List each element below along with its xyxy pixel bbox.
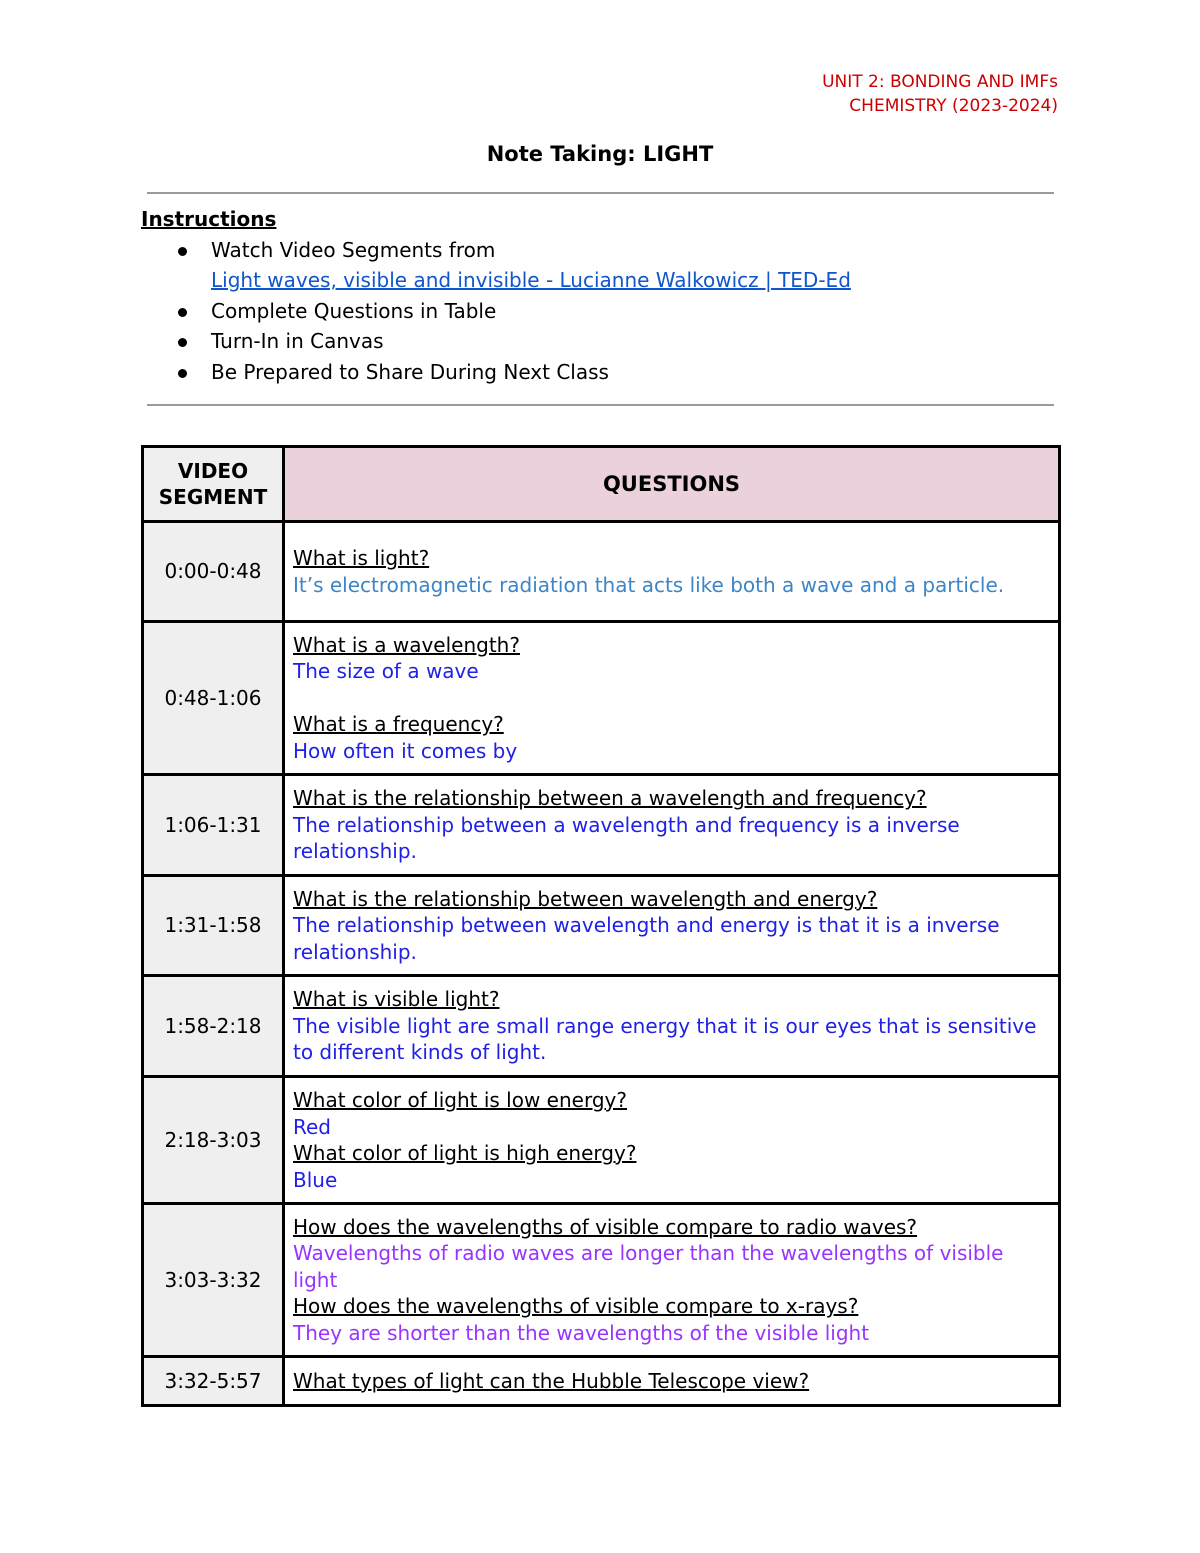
table-row <box>143 522 1060 622</box>
segment-cell: 1:06-1:31 <box>143 775 284 876</box>
table-row <box>143 1357 1060 1406</box>
page-title: Note Taking: LIGHT <box>486 142 714 166</box>
ted-ed-video-link[interactable]: Light waves, visible and invisible - Lucianne Walkowicz | TED-Ed <box>211 268 851 292</box>
table-row <box>143 1204 1060 1357</box>
notes-table <box>141 445 1061 1407</box>
qa-cell[interactable] <box>284 1077 1060 1204</box>
answer-text[interactable]: They are shorter than the wavelengths of the visible light <box>293 1320 870 1345</box>
instruction-text: Complete Questions in Table <box>211 298 497 323</box>
qa-cell[interactable] <box>284 876 1060 976</box>
segment-cell: 3:32-5:57 <box>143 1357 284 1406</box>
instruction-item <box>141 357 1061 388</box>
unit-label: UNIT 2: BONDING AND IMFs <box>822 72 1058 92</box>
qa-cell[interactable] <box>284 622 1060 775</box>
qa-cell[interactable] <box>284 976 1060 1077</box>
instruction-item <box>141 326 1061 357</box>
course-label: CHEMISTRY (2023-2024) <box>849 96 1058 116</box>
answer-text[interactable]: It’s electromagnetic radiation that acts like both a wave and a particle. <box>293 572 1005 597</box>
answer-text[interactable]: The relationship between wavelength and energy is that it is a inverse relationship. <box>293 913 1000 964</box>
question-text: What types of light can the Hubble Telescope view? <box>293 1368 810 1393</box>
table-header-row <box>143 447 1060 522</box>
question-text: How does the wavelengths of visible compare to radio waves? <box>293 1214 918 1239</box>
segment-cell: 1:31-1:58 <box>143 876 284 976</box>
question-text: How does the wavelengths of visible compare to x-rays? <box>293 1294 859 1319</box>
question-text: What is light? <box>293 546 430 570</box>
answer-text[interactable]: Red <box>293 1114 331 1139</box>
video-segment-header-label: VIDEO SEGMENT <box>158 459 268 509</box>
table-row <box>143 622 1060 775</box>
table-row <box>143 775 1060 876</box>
answer-text[interactable]: The size of a wave <box>293 659 479 684</box>
instruction-text: Watch Video Segments from <box>211 237 496 262</box>
table-row <box>143 1077 1060 1204</box>
segment-cell: 3:03-3:32 <box>143 1204 284 1357</box>
document-header <box>822 70 1058 118</box>
instruction-item <box>141 235 1061 296</box>
answer-text[interactable]: How often it comes by <box>293 738 518 763</box>
question-text: What is a wavelength? <box>293 632 520 657</box>
question-text: What is a frequency? <box>293 712 504 737</box>
instructions-list <box>141 235 1061 388</box>
bullet-icon <box>178 338 187 347</box>
qa-cell[interactable] <box>284 522 1060 622</box>
question-text: What is the relationship between wavelength and energy? <box>293 886 878 911</box>
divider-top <box>147 192 1054 194</box>
instructions-section <box>141 204 1061 387</box>
answer-text[interactable]: The relationship between a wavelength and frequency is a inverse relationship. <box>293 812 960 864</box>
blank-line <box>293 685 1050 712</box>
questions-header: QUESTIONS <box>284 447 1060 522</box>
answer-text[interactable]: The visible light are small range energy that it is our eyes that is sensitive to different kinds of light. <box>293 1013 1037 1065</box>
answer-text[interactable]: Wavelengths of radio waves are longer than the wavelengths of visible light <box>293 1241 1004 1292</box>
video-segment-header <box>143 447 284 522</box>
qa-cell[interactable] <box>284 1357 1060 1406</box>
qa-cell[interactable] <box>284 775 1060 876</box>
question-text: What color of light is high energy? <box>293 1141 637 1165</box>
segment-cell: 1:58-2:18 <box>143 976 284 1077</box>
divider-bottom <box>147 404 1054 406</box>
segment-cell: 0:00-0:48 <box>143 522 284 622</box>
instruction-item <box>141 296 1061 327</box>
table-row <box>143 976 1060 1077</box>
instruction-text: Be Prepared to Share During Next Class <box>211 359 609 384</box>
bullet-icon <box>178 247 187 256</box>
table-row <box>143 876 1060 976</box>
answer-text[interactable]: Blue <box>293 1167 338 1192</box>
bullet-icon <box>178 308 187 317</box>
instructions-heading: Instructions <box>141 207 277 231</box>
qa-cell[interactable] <box>284 1204 1060 1357</box>
question-text: What is the relationship between a wavelength and frequency? <box>293 786 927 811</box>
segment-cell: 2:18-3:03 <box>143 1077 284 1204</box>
instruction-text: Turn-In in Canvas <box>211 329 384 353</box>
question-text: What is visible light? <box>293 987 500 1012</box>
question-text: What color of light is low energy? <box>293 1088 627 1112</box>
segment-cell: 0:48-1:06 <box>143 622 284 775</box>
bullet-icon <box>178 369 187 378</box>
